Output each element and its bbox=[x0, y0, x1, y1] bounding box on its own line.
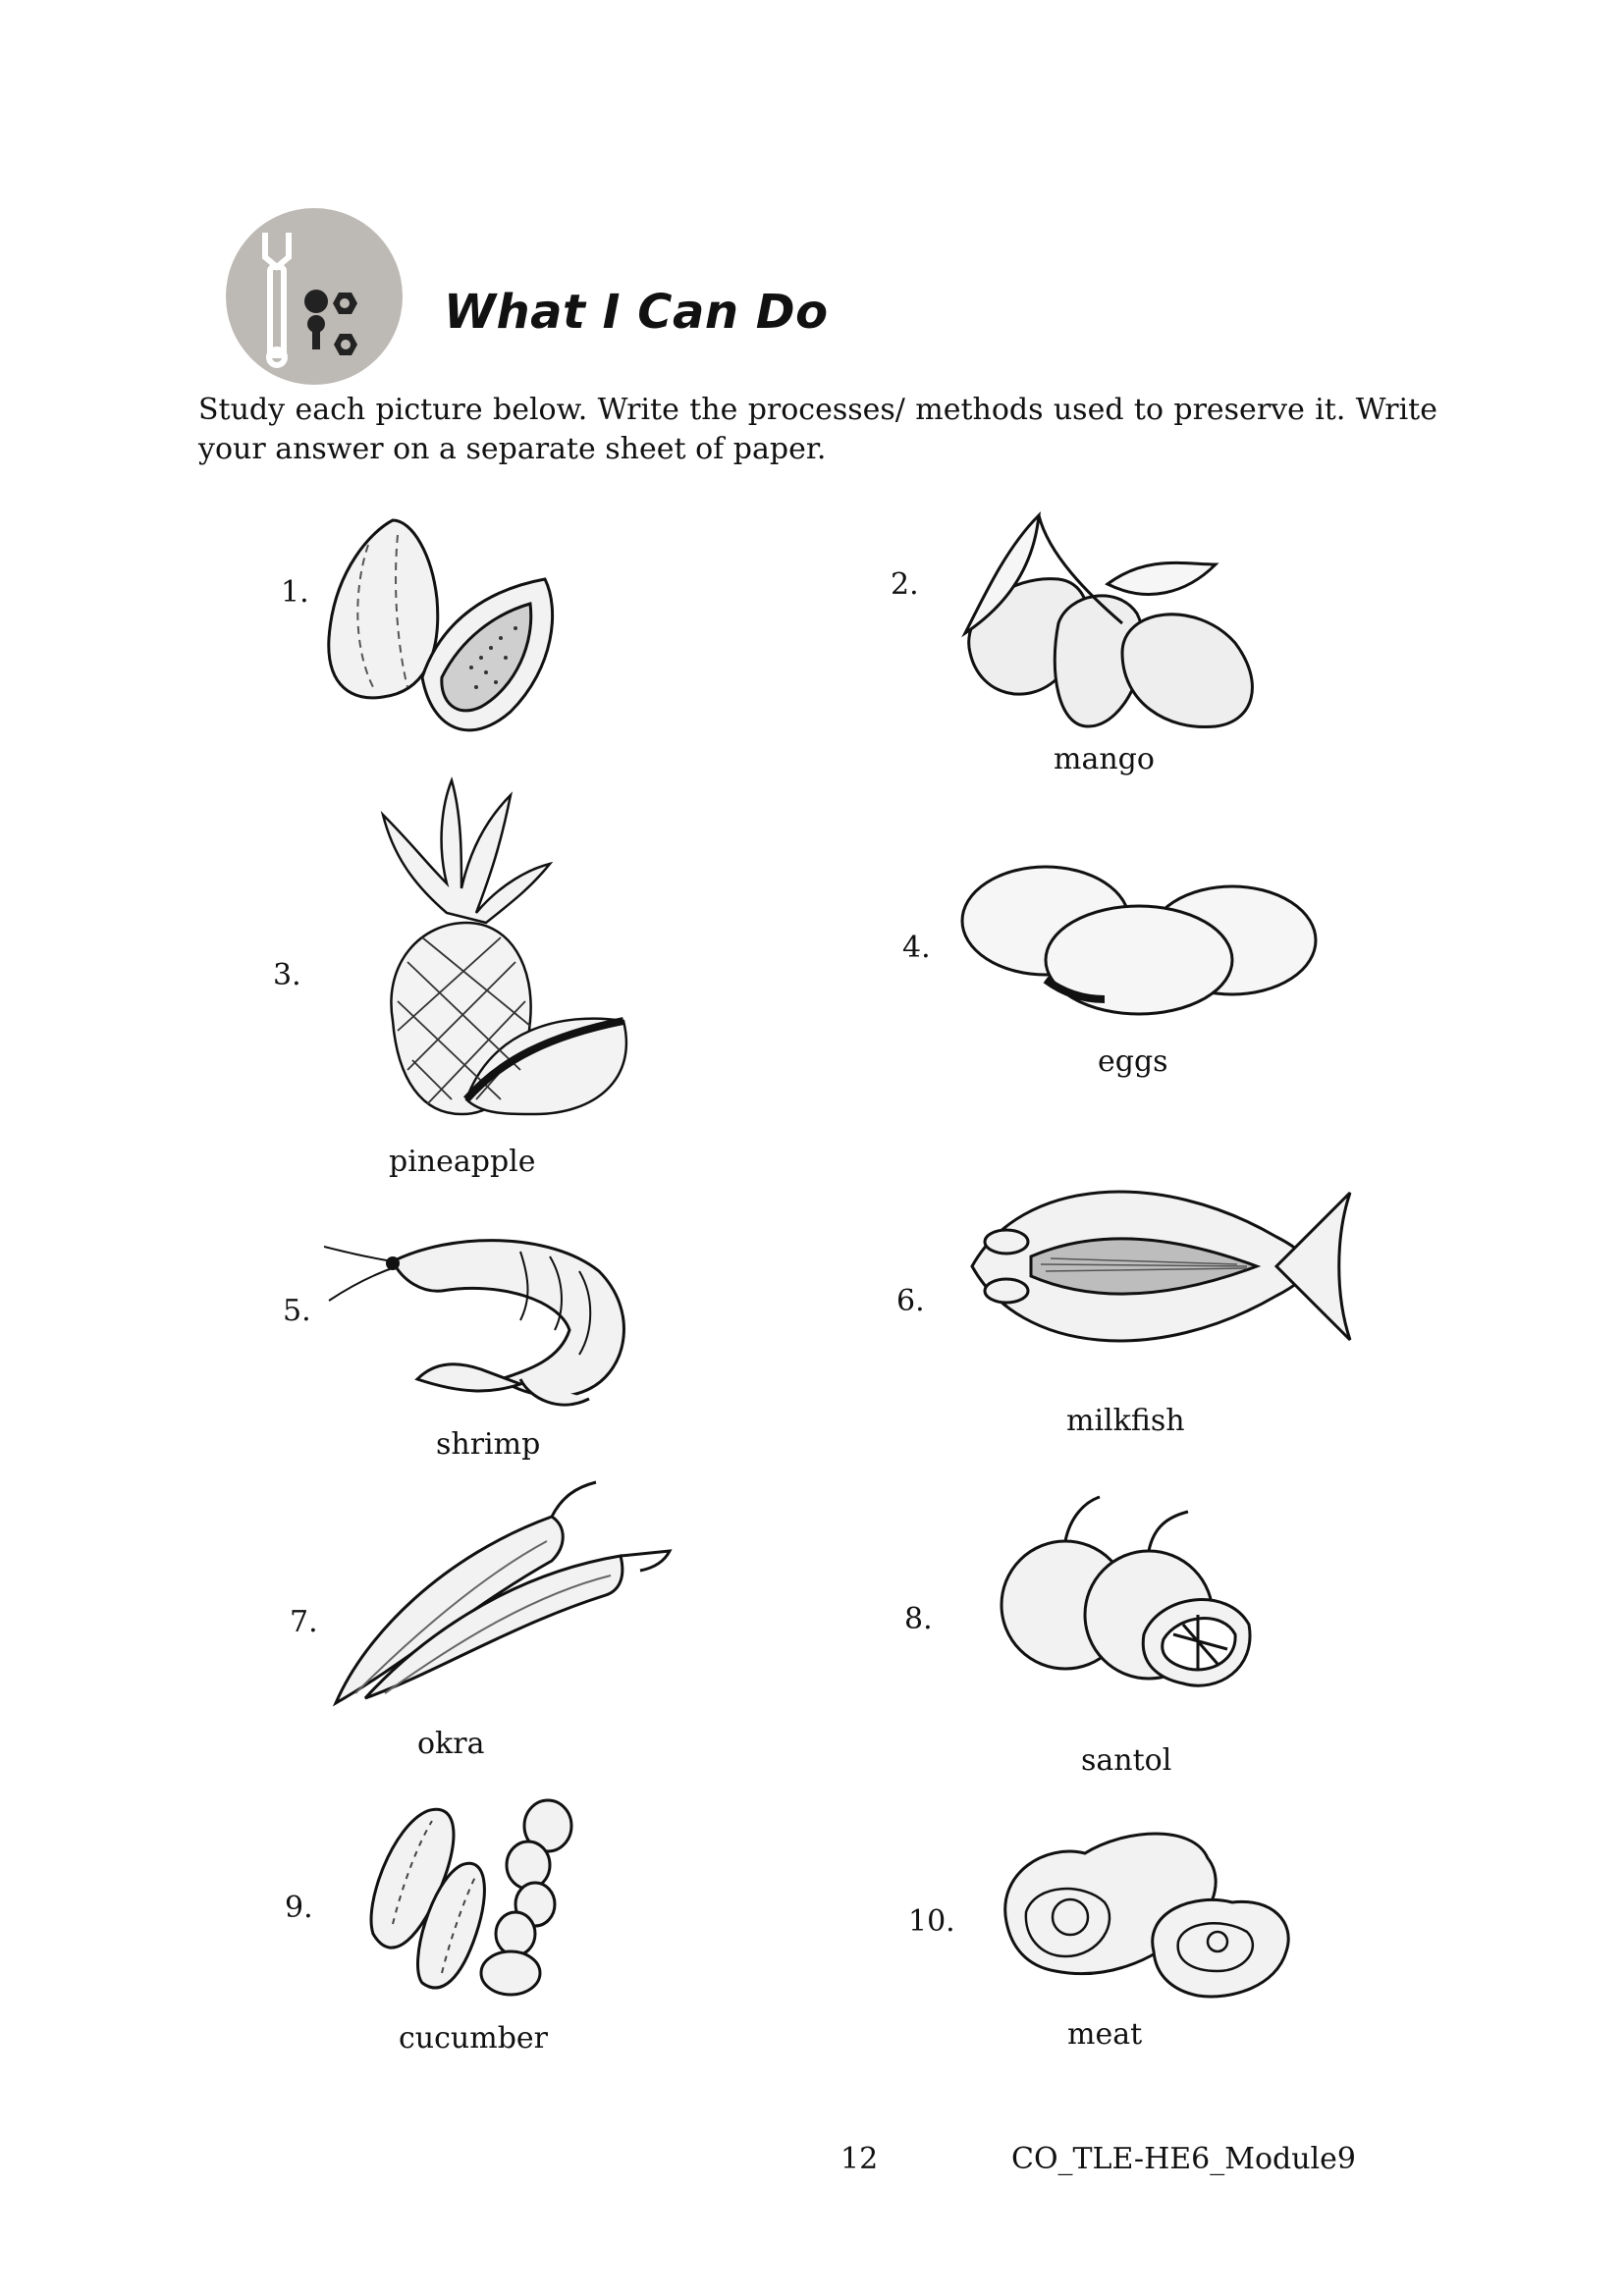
item-caption: santol bbox=[1081, 1743, 1172, 1778]
item-caption: shrimp bbox=[436, 1427, 541, 1462]
okra-icon bbox=[326, 1477, 679, 1717]
item-number: 3. bbox=[273, 958, 301, 992]
item-caption: milkfish bbox=[1066, 1404, 1185, 1438]
eggs-icon bbox=[957, 862, 1321, 1023]
item-caption: mango bbox=[1054, 742, 1155, 776]
module-code: CO_TLE-HE6_Module9 bbox=[1011, 2142, 1356, 2176]
item-number: 8. bbox=[904, 1602, 933, 1636]
item-number: 2. bbox=[891, 567, 919, 602]
section-title: What I Can Do bbox=[444, 285, 829, 340]
instructions: Study each picture below. Write the processes/ methods used to preserve it. Write your answer on a separate sheet of paper. bbox=[198, 393, 1437, 466]
cucumber-icon bbox=[353, 1796, 589, 2021]
item-number: 10. bbox=[908, 1904, 955, 1939]
item-caption: okra bbox=[417, 1727, 485, 1761]
santol-icon bbox=[992, 1487, 1267, 1707]
item-caption: cucumber bbox=[399, 2021, 548, 2056]
meat-icon bbox=[997, 1824, 1296, 2014]
page-number: 12 bbox=[840, 2142, 879, 2176]
mango-icon bbox=[950, 506, 1284, 745]
item-number: 1. bbox=[281, 575, 309, 610]
item-caption: pineapple bbox=[389, 1145, 536, 1179]
item-number: 6. bbox=[896, 1284, 925, 1318]
item-number: 9. bbox=[285, 1891, 313, 1925]
item-number: 5. bbox=[283, 1294, 311, 1328]
milkfish-icon bbox=[962, 1158, 1360, 1388]
tools-icon bbox=[226, 208, 403, 385]
item-number: 7. bbox=[290, 1605, 318, 1639]
item-caption: eggs bbox=[1098, 1044, 1168, 1079]
pineapple-icon bbox=[353, 775, 648, 1133]
shrimp-icon bbox=[324, 1222, 668, 1422]
papaya-icon bbox=[314, 501, 579, 760]
item-number: 4. bbox=[902, 931, 931, 965]
item-caption: meat bbox=[1067, 2017, 1143, 2052]
